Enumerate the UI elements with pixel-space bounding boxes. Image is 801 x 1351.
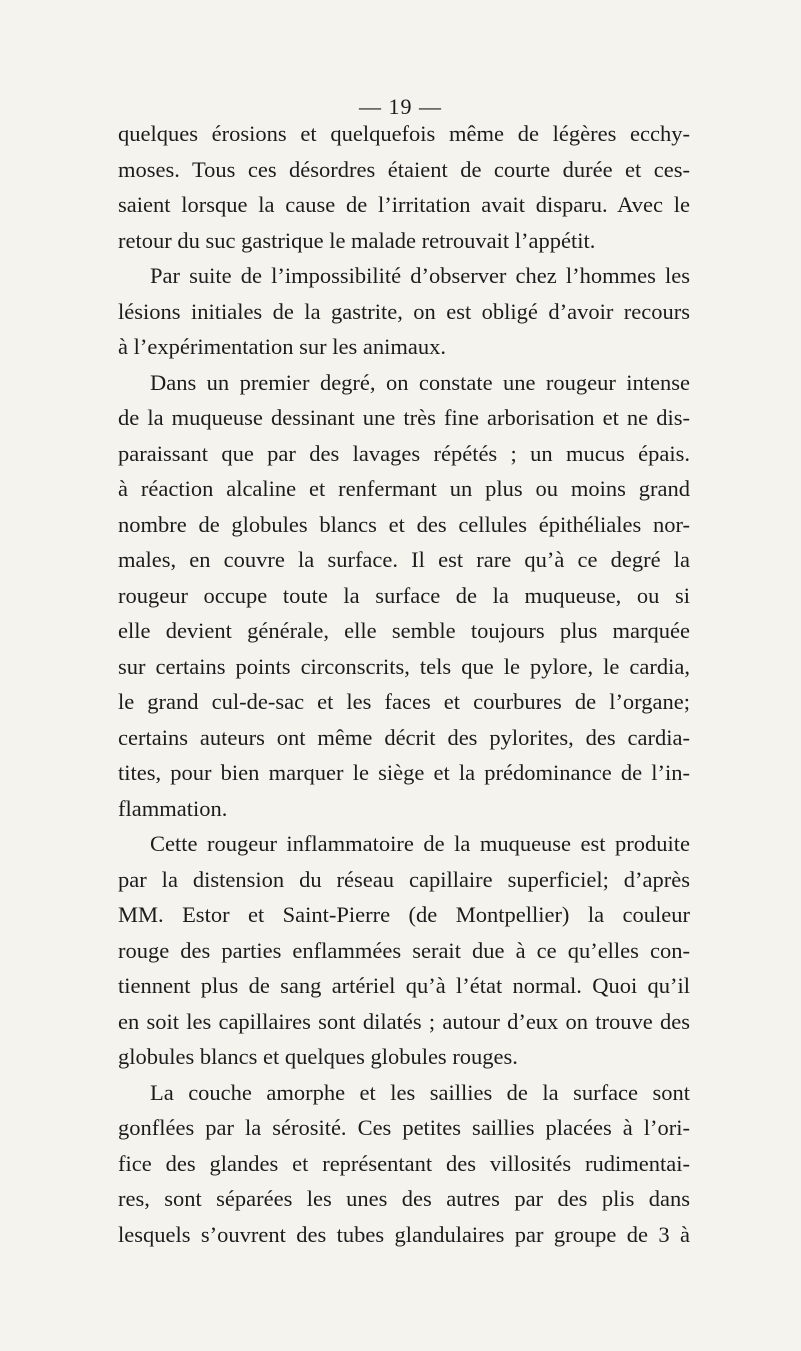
text-line: le grand cul-de-sac et les faces et courbures de l’organe;: [118, 689, 690, 714]
text-line: en soit les capillaires sont dilatés ; autour d’eux on trouve des: [118, 1008, 690, 1034]
text-line: rouge des parties enflammées serait due à ce qu’elles con-: [118, 937, 690, 963]
text-line: res, sont séparées les unes des autres par des plis dans: [118, 1186, 690, 1211]
text-line: saient lorsque la cause de l’irritation avait disparu. Avec le: [118, 192, 690, 217]
text-line: MM. Estor et Saint-Pierre (de Montpellier) la couleur: [118, 902, 690, 927]
page-number: — 19 —: [359, 94, 442, 119]
text-line: fice des glandes et représentant des villosités rudimentai-: [118, 1150, 690, 1176]
text-line: Dans un premier degré, on constate une rougeur intense: [150, 369, 690, 395]
text-line: tiennent plus de sang artériel qu’à l’état normal. Quoi qu’il: [118, 973, 690, 998]
text-line: gonflées par la sérosité. Ces petites saillies placées à l’ori-: [118, 1115, 690, 1140]
text-line: quelques érosions et quelquefois même de légères ecchy-: [118, 121, 690, 146]
text-line: lesquels s’ouvrent des tubes glandulaires par groupe de 3 à: [118, 1221, 690, 1247]
text-line: rougeur occupe toute la surface de la muqueuse, ou si: [118, 582, 690, 608]
text-line: par la distension du réseau capillaire superficiel; d’après: [118, 866, 690, 892]
text-line: de la muqueuse dessinant une très fine arborisation et ne dis-: [118, 405, 690, 430]
text-line: nombre de globules blancs et des cellules épithéliales nor-: [118, 511, 690, 537]
text-line: globules blancs et quelques globules rouges.: [118, 1044, 518, 1069]
text-line: elle devient générale, elle semble toujours plus marquée: [118, 618, 690, 643]
text-line: males, en couvre la surface. Il est rare qu’à ce degré la: [118, 547, 690, 572]
text-line: flammation.: [118, 795, 228, 821]
text-line: à l’expérimentation sur les animaux.: [118, 334, 447, 359]
text-line: à réaction alcaline et renfermant un plus ou moins grand: [118, 476, 690, 501]
text-line: sur certains points circonscrits, tels que le pylore, le cardia,: [118, 653, 690, 679]
text-line: Par suite de l’impossibilité d’observer chez l’hommes les: [150, 263, 690, 288]
text-line: lésions initiales de la gastrite, on est obligé d’avoir recours: [118, 298, 690, 324]
text-line: retour du suc gastrique le malade retrouvait l’appétit.: [118, 227, 596, 253]
text-line: La couche amorphe et les saillies de la surface sont: [150, 1079, 690, 1105]
text-line: Cette rougeur inflammatoire de la muqueuse est produite: [150, 831, 690, 856]
text-line: paraissant que par des lavages répétés ; un mucus épais.: [118, 440, 690, 466]
text-line: moses. Tous ces désordres étaient de courte durée et ces-: [118, 156, 690, 182]
body-text: [118, 116, 690, 1252]
text-line: tites, pour bien marquer le siège et la prédominance de l’in-: [118, 760, 690, 785]
text-line: certains auteurs ont même décrit des pylorites, des cardia-: [118, 724, 690, 750]
